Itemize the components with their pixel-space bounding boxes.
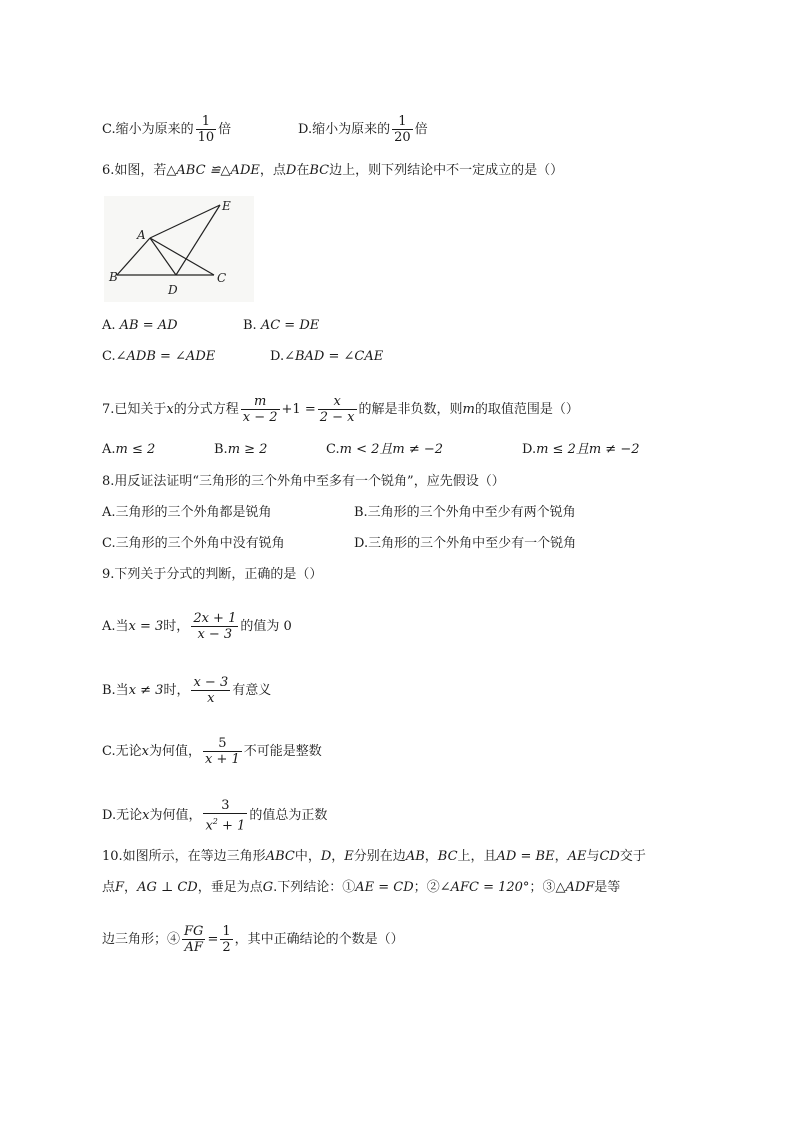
q10-l1-b: ABC: [265, 849, 295, 864]
q7-stem: [102, 394, 579, 425]
q9-optc-num: 5: [218, 736, 227, 751]
q10-l1-a: 10.如图所示，在等边三角形: [102, 849, 266, 864]
q10-c4-eq: =: [207, 932, 219, 947]
q10-l1-c: 中，: [294, 849, 321, 864]
q10-c1-expr: AE = CD: [355, 880, 414, 895]
q10-l1-o: 与: [586, 849, 600, 864]
q7-opta-label: A.: [102, 442, 116, 457]
q10-l2-c: ，: [124, 880, 138, 895]
label-c: C: [217, 271, 227, 285]
q10-l1-d: D: [320, 849, 332, 864]
q10-l1-q: 交于: [619, 849, 646, 864]
q10-c4-fraction-right: [220, 924, 232, 955]
q10-l2-f: G: [262, 880, 274, 895]
q6-opta-label: A.: [102, 318, 116, 333]
q9-optc-x: x: [141, 744, 149, 759]
q8-option-c: C.三角形的三个外角中没有锐角: [102, 536, 285, 551]
q10-l3-post: ，其中正确结论的个数是（）: [234, 932, 404, 947]
q9-optd-fraction: [203, 798, 247, 833]
q6-opta-expr: AB = AD: [119, 318, 178, 333]
q10-c1-mark: ①: [342, 880, 356, 895]
q7-fraction-1: [241, 394, 280, 425]
q7-opta-val: m ≤ 2: [115, 442, 156, 457]
q6-figure-background: [104, 196, 254, 302]
q7-optc-label: C.: [326, 442, 340, 457]
q7-f1-den: x − 2: [242, 410, 278, 425]
q7-plus-one-eq: +1 =: [281, 402, 316, 417]
q6-stem-f: BC: [309, 163, 330, 178]
q10-l2-a: 点: [102, 880, 116, 895]
q7-f2-den: 2 − x: [319, 410, 355, 425]
q10-l1-j: BC: [437, 849, 458, 864]
label-b: B: [109, 270, 118, 284]
q9-opta-post: 的值为 0: [240, 619, 292, 634]
q10-c2-mark: ②: [426, 880, 440, 895]
q6-optc-label: C.: [102, 349, 116, 364]
q9-optc-den: x + 1: [204, 752, 240, 767]
q7-var-m: m: [462, 402, 475, 417]
q6-stem-d: D: [285, 163, 297, 178]
q6-optd-label: D.: [270, 349, 285, 364]
q9-optd-den-b: + 1: [217, 818, 246, 834]
q10-l1-m: ，: [554, 849, 568, 864]
q10-sep1: ；: [413, 880, 427, 895]
q10-line-1: [102, 848, 646, 866]
q6-stem-e: 在: [296, 163, 310, 178]
q10-l3-a: 边三角形；: [102, 932, 168, 947]
q7-optc-val: m < 2且m ≠ −2: [339, 442, 444, 457]
q10-l1-g: 分别在边: [353, 849, 406, 864]
q6-option-d: [270, 348, 383, 366]
q9-optb-num: x − 3: [193, 675, 229, 690]
q9-optd-num: 3: [221, 798, 230, 813]
q10-l1-k: 上，且: [457, 849, 497, 864]
q5-optd-post: 倍: [414, 122, 428, 137]
q7-stem-b: 的分式方程: [173, 402, 239, 417]
q10-line-2: [102, 879, 620, 897]
q9-optb-pre: B.当: [102, 683, 129, 698]
q9-optd-mid: 为何值，: [149, 808, 202, 824]
q9-opta-den: x − 3: [191, 626, 238, 642]
q9-opta-mid: 时，: [163, 619, 190, 634]
q5-option-d: [298, 114, 428, 145]
q6-optb-label: B.: [243, 318, 257, 333]
q9-optc-pre: C.无论: [102, 744, 142, 759]
q9-optd-post: 的值总为正数: [249, 808, 328, 824]
q8-option-d: D.三角形的三个外角中至少有一个锐角: [354, 536, 577, 551]
q10-l2-e: ，垂足为点: [197, 880, 263, 895]
q9-optc-post: 不可能是整数: [243, 744, 322, 759]
q6-option-b: [243, 317, 319, 335]
q9-stem: 9.下列关于分式的判断，正确的是（）: [102, 567, 323, 582]
q9-opta-pre: A.当: [102, 619, 129, 634]
q9-opta-fraction: [191, 611, 238, 642]
q10-l2-b: F: [115, 880, 125, 895]
q10-l2-d: AG ⊥ CD: [137, 880, 198, 895]
q10-l1-f: E: [344, 849, 354, 864]
q9-optd-den-exp: 2: [212, 817, 218, 826]
q9-opta-num: 2x + 1: [193, 611, 237, 626]
q7-f2-num: x: [333, 394, 341, 409]
q7-option-b: [214, 441, 267, 459]
q6-option-c: [102, 348, 215, 366]
q10-l2-g: .下列结论：: [273, 880, 343, 895]
q9-option-d: [102, 798, 327, 833]
q6-stem: [102, 162, 563, 180]
q9-optb-mid: 时，: [163, 683, 190, 698]
q9-optd-den-a: x: [205, 818, 213, 834]
q10-l1-i: ，: [424, 849, 438, 864]
q10-l1-l: AD = BE: [496, 849, 555, 864]
q9-option-a: [102, 611, 292, 642]
q5-option-c: [102, 114, 231, 145]
q10-c2-expr: ∠AFC = 120°: [439, 880, 530, 895]
q9-optc-fraction: [203, 736, 242, 767]
q10-l1-e: ，: [331, 849, 345, 864]
q8-option-a: A.三角形的三个外角都是锐角: [102, 505, 272, 520]
q5-optd-num: 1: [398, 114, 407, 129]
q7-stem-d: 的取值范围是（）: [474, 402, 579, 417]
q10-l1-h: AB: [405, 849, 425, 864]
q10-line-3: [102, 924, 404, 955]
q6-stem-g: 边上，则下列结论中不一定成立的是（）: [329, 163, 564, 178]
q9-option-b: [102, 675, 271, 706]
q9-optd-x: x: [142, 808, 150, 824]
q10-sep2: ；: [529, 880, 543, 895]
q10-c3-expr: △ADF: [555, 880, 595, 895]
q5-optd-fraction: [392, 114, 413, 145]
q10-c4-den: AF: [182, 939, 205, 955]
q8-stem: 8.用反证法证明“三角形的三个外角中至多有一个锐角”，应先假设（）: [102, 474, 505, 489]
q10-c4-mark: ④: [167, 932, 181, 947]
label-e: E: [222, 199, 231, 213]
q10-c4-fraction-left: [182, 924, 205, 955]
q5-optc-post: 倍: [218, 122, 232, 137]
q10-l1-p: CD: [599, 849, 620, 864]
q7-option-d: [522, 441, 640, 459]
q5-optc-fraction: [196, 114, 217, 145]
q9-option-c: [102, 736, 322, 767]
q5-optd-den: 20: [394, 130, 411, 145]
q6-optb-expr: AC = DE: [260, 318, 320, 333]
q10-c4-num: FG: [184, 924, 204, 939]
q7-optd-val: m ≤ 2且m ≠ −2: [536, 442, 640, 457]
q9-optb-den: x: [191, 690, 230, 706]
q7-var-x: x: [166, 402, 174, 417]
q10-c3-post: 是等: [594, 880, 621, 895]
q10-c4-rnum: 1: [222, 924, 231, 939]
q9-optd-pre: D.无论: [102, 808, 143, 824]
q7-stem-a: 7.已知关于: [102, 402, 167, 417]
q7-option-a: [102, 441, 155, 459]
q6-option-a: [102, 317, 178, 335]
q7-optb-val: m ≥ 2: [227, 442, 268, 457]
q6-stem-b: △ABC ≌△ADE: [166, 163, 260, 178]
q9-optb-cond: x ≠ 3: [128, 683, 164, 698]
q6-optc-expr: ∠ADB = ∠ADE: [115, 349, 216, 364]
q5-optc-num: 1: [201, 114, 211, 129]
label-a: A: [137, 228, 146, 242]
label-d: D: [168, 283, 178, 297]
q5-optd-pre: D.缩小为原来的: [298, 122, 391, 137]
q7-optd-label: D.: [522, 442, 537, 457]
q5-optc-den: 10: [197, 130, 215, 145]
q6-figure: [104, 196, 254, 302]
q8-option-b: B.三角形的三个外角中至少有两个锐角: [354, 505, 576, 520]
q6-optd-expr: ∠BAD = ∠CAE: [284, 349, 384, 364]
q6-stem-c: ，点: [259, 163, 286, 178]
q10-c4-rden: 2: [222, 940, 231, 955]
q6-stem-a: 6.如图，若: [102, 163, 167, 178]
q7-fraction-2: [318, 394, 357, 425]
q9-opta-cond: x = 3: [128, 619, 164, 634]
q7-f1-num: m: [253, 394, 267, 409]
q5-optc-pre: C.缩小为原来的: [102, 122, 194, 137]
q9-optb-fraction: [191, 675, 230, 706]
q9-optc-mid: 为何值，: [148, 744, 201, 759]
q9-optd-den: [203, 813, 247, 833]
q9-optb-post: 有意义: [232, 683, 272, 698]
q7-option-c: [326, 441, 443, 459]
q7-optb-label: B.: [214, 442, 228, 457]
q10-c3-mark: ③: [542, 880, 556, 895]
q7-stem-c: 的解是非负数，则: [358, 402, 463, 417]
q10-l1-n: AE: [567, 849, 587, 864]
